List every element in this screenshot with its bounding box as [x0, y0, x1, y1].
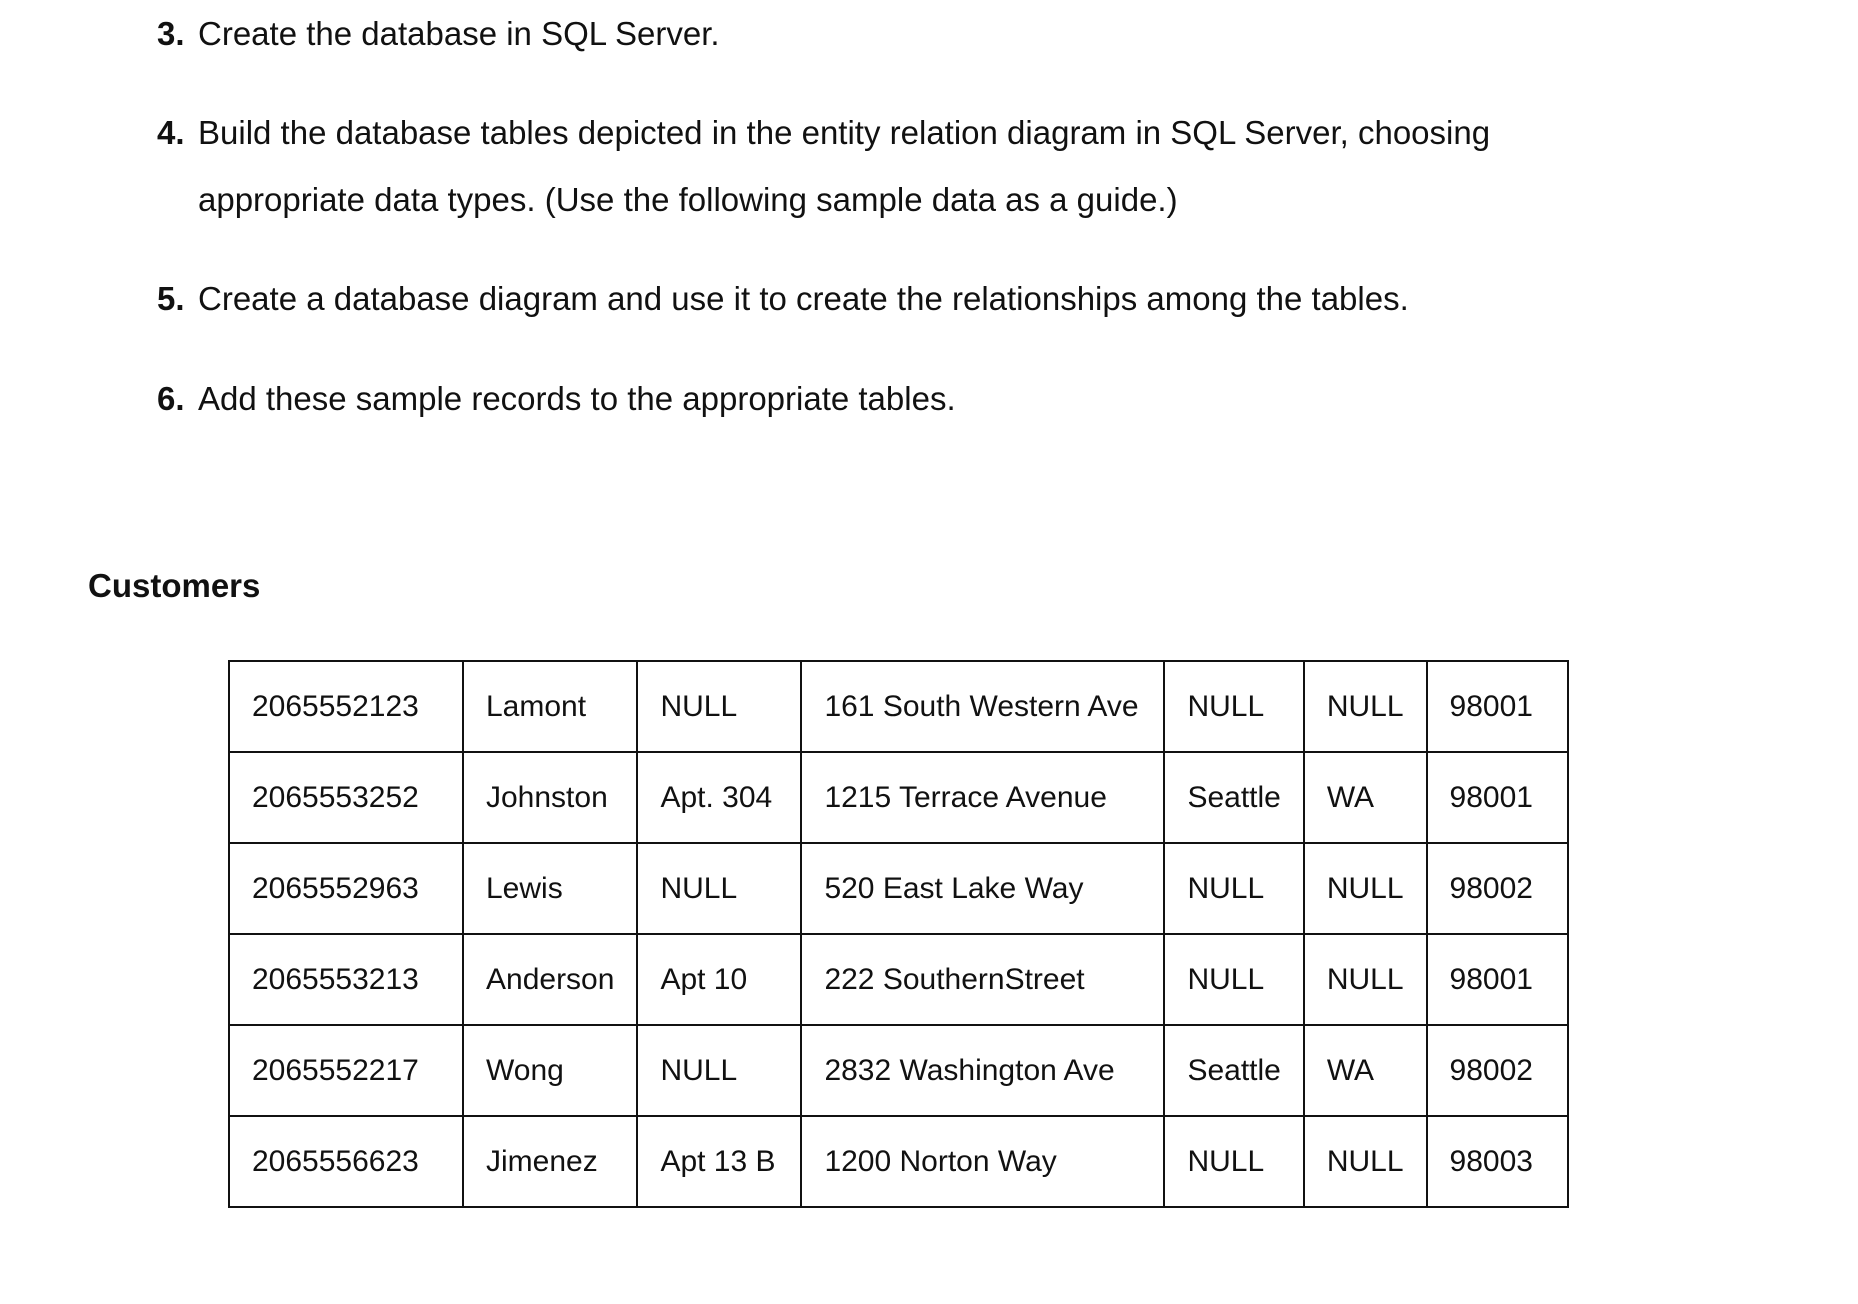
table-cell: 2065552123: [229, 661, 463, 752]
step-text: Add these sample records to the appropriate tables.: [198, 380, 956, 417]
step-number: 4.: [157, 114, 185, 151]
table-cell: Wong: [463, 1025, 637, 1116]
table-row: [229, 752, 1568, 843]
table-row: [229, 1025, 1568, 1116]
step-number: 5.: [157, 280, 185, 317]
table-cell: Seattle: [1164, 1025, 1303, 1116]
step-number: 6.: [157, 380, 185, 417]
table-cell: Seattle: [1164, 752, 1303, 843]
table-row: [229, 934, 1568, 1025]
table-cell: WA: [1304, 752, 1427, 843]
step-text: Create the database in SQL Server.: [198, 15, 720, 52]
table-cell: 2832 Washington Ave: [801, 1025, 1164, 1116]
table-cell: 98002: [1427, 1025, 1568, 1116]
table-cell: 222 SouthernStreet: [801, 934, 1164, 1025]
table-cell: NULL: [1164, 661, 1303, 752]
table-cell: 520 East Lake Way: [801, 843, 1164, 934]
table-cell: 98003: [1427, 1116, 1568, 1207]
table-cell: Lewis: [463, 843, 637, 934]
table-cell: 1200 Norton Way: [801, 1116, 1164, 1207]
table-cell: 1215 Terrace Avenue: [801, 752, 1164, 843]
customers-heading: Customers: [88, 567, 261, 604]
table-cell: NULL: [1304, 934, 1427, 1025]
table-cell: 98002: [1427, 843, 1568, 934]
table-row: [229, 843, 1568, 934]
table-cell: NULL: [637, 843, 801, 934]
table-cell: NULL: [1304, 661, 1427, 752]
table-cell: NULL: [637, 661, 801, 752]
table-cell: Apt. 304: [637, 752, 801, 843]
table-cell: 98001: [1427, 934, 1568, 1025]
table-cell: Apt 13 B: [637, 1116, 801, 1207]
table-cell: Apt 10: [637, 934, 801, 1025]
table-cell: NULL: [1304, 1116, 1427, 1207]
table-cell: 2065556623: [229, 1116, 463, 1207]
step-number: 3.: [157, 15, 185, 52]
table-cell: Jimenez: [463, 1116, 637, 1207]
table-row: [229, 1116, 1568, 1207]
step-text: Create a database diagram and use it to create the relationships among the tables.: [198, 280, 1409, 317]
table-row: [229, 661, 1568, 752]
table-cell: Johnston: [463, 752, 637, 843]
table-cell: WA: [1304, 1025, 1427, 1116]
table-cell: 2065553252: [229, 752, 463, 843]
table-cell: Lamont: [463, 661, 637, 752]
customers-table: [228, 660, 1569, 1208]
table-cell: 161 South Western Ave: [801, 661, 1164, 752]
table-cell: 98001: [1427, 752, 1568, 843]
table-cell: NULL: [1164, 1116, 1303, 1207]
table-cell: NULL: [1164, 843, 1303, 934]
table-cell: NULL: [637, 1025, 801, 1116]
step-text: Build the database tables depicted in the entity relation diagram in SQL Server, choosing appropriate data types. (Use the following sample data as a guide.): [198, 114, 1491, 218]
table-cell: Anderson: [463, 934, 637, 1025]
table-cell: 2065553213: [229, 934, 463, 1025]
table-cell: 2065552963: [229, 843, 463, 934]
table-cell: 2065552217: [229, 1025, 463, 1116]
table-cell: NULL: [1304, 843, 1427, 934]
table-cell: 98001: [1427, 661, 1568, 752]
table-cell: NULL: [1164, 934, 1303, 1025]
